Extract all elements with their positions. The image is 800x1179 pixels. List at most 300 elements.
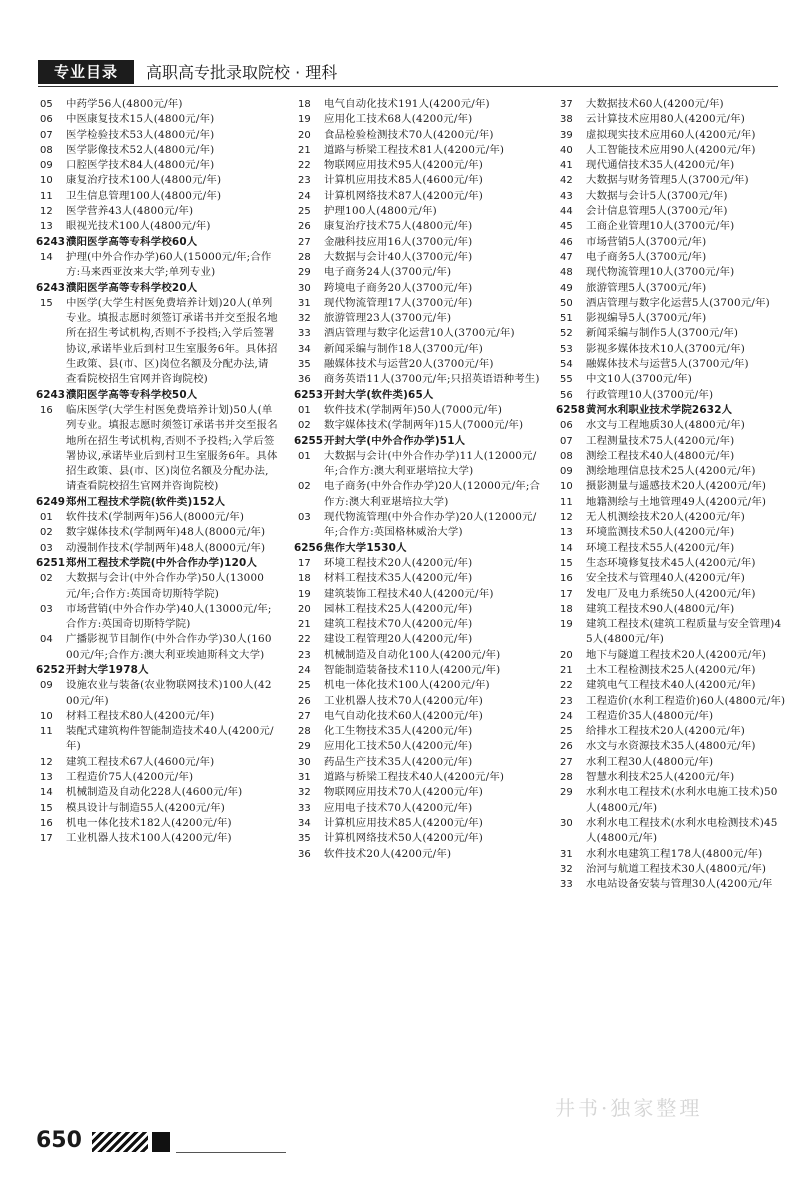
major-code: 16 bbox=[560, 573, 573, 585]
major-code: 13 bbox=[560, 527, 573, 539]
major-code: 15 bbox=[40, 297, 53, 309]
major-entry bbox=[556, 785, 788, 816]
footer-rule bbox=[176, 1152, 286, 1153]
major-code: 07 bbox=[560, 435, 573, 447]
major-entry bbox=[556, 97, 788, 112]
major-text: 融媒体技术与运营20人(3700元/年) bbox=[324, 358, 494, 371]
major-code: 19 bbox=[298, 588, 311, 600]
major-text: 眼视光技术100人(4800元/年) bbox=[66, 220, 211, 233]
major-code: 04 bbox=[40, 634, 53, 646]
major-code: 11 bbox=[40, 726, 53, 738]
major-code: 25 bbox=[560, 726, 573, 738]
major-text: 食品检验检测技术70人(4200元/年) bbox=[324, 128, 494, 141]
major-code: 27 bbox=[298, 236, 311, 248]
major-entry bbox=[556, 724, 788, 739]
major-text: 水利水电工程技术(水利水电检测技术)45人(4800元/年) bbox=[586, 816, 778, 845]
major-code: 15 bbox=[40, 802, 53, 814]
school-heading bbox=[294, 434, 542, 449]
major-entry bbox=[556, 541, 788, 556]
major-entry bbox=[556, 571, 788, 586]
major-entry bbox=[556, 326, 788, 341]
major-text: 融媒体技术与运营5人(3700元/年) bbox=[586, 358, 749, 371]
major-code: 12 bbox=[40, 756, 53, 768]
major-code: 27 bbox=[560, 756, 573, 768]
major-text: 水利工程30人(4800元/年) bbox=[586, 755, 714, 768]
major-text: 金融科技应用16人(3700元/年) bbox=[324, 235, 473, 248]
major-entry bbox=[294, 479, 542, 510]
major-text: 机电一体化技术182人(4200元/年) bbox=[66, 816, 232, 829]
major-entry bbox=[36, 143, 278, 158]
major-entry bbox=[36, 189, 278, 204]
major-entry bbox=[294, 801, 542, 816]
major-code: 32 bbox=[560, 863, 573, 875]
major-entry bbox=[556, 694, 788, 709]
major-code: 44 bbox=[560, 206, 573, 218]
major-entry bbox=[294, 296, 542, 311]
school-name: 开封大学(软件类)65人 bbox=[324, 388, 434, 401]
section-badge: 专业目录 bbox=[38, 60, 134, 84]
major-code: 29 bbox=[298, 741, 311, 753]
major-code: 22 bbox=[560, 680, 573, 692]
major-text: 测绘工程技术40人(4800元/年) bbox=[586, 449, 735, 462]
major-text: 环境工程技术20人(4200元/年) bbox=[324, 556, 473, 569]
major-entry bbox=[36, 112, 278, 127]
major-code: 05 bbox=[40, 99, 53, 110]
major-text: 工业机器人技术100人(4200元/年) bbox=[66, 832, 232, 845]
major-code: 48 bbox=[560, 267, 573, 279]
major-entry bbox=[556, 112, 788, 127]
major-entry bbox=[556, 296, 788, 311]
header-rule bbox=[38, 86, 778, 87]
major-entry bbox=[294, 724, 542, 739]
major-code: 53 bbox=[560, 343, 573, 355]
major-entry bbox=[294, 342, 542, 357]
major-entry bbox=[556, 556, 788, 571]
school-code: 6243 bbox=[36, 235, 65, 248]
major-text: 工商企业管理10人(3700元/年) bbox=[586, 220, 735, 233]
school-name: 开封大学1978人 bbox=[66, 663, 149, 676]
major-text: 商务英语11人(3700元/年;只招英语语种考生) bbox=[324, 373, 540, 386]
major-text: 材料工程技术35人(4200元/年) bbox=[324, 572, 473, 585]
major-code: 23 bbox=[560, 695, 573, 707]
major-text: 市场营销(中外合作办学)40人(13000元/年;合作方:英国奇切斯特学院) bbox=[66, 602, 272, 631]
major-entry bbox=[294, 617, 542, 632]
major-text: 生态环境修复技术45人(4200元/年) bbox=[586, 556, 756, 569]
school-name: 郑州工程技术学院(软件类)152人 bbox=[66, 495, 226, 508]
major-code: 27 bbox=[298, 710, 311, 722]
major-text: 建筑工程技术67人(4600元/年) bbox=[66, 755, 215, 768]
major-text: 电气自动化技术191人(4200元/年) bbox=[324, 98, 490, 110]
major-entry bbox=[36, 403, 278, 495]
page-number-bar bbox=[152, 1132, 170, 1152]
major-text: 计算机网络技术50人(4200元/年) bbox=[324, 832, 483, 845]
major-entry bbox=[36, 128, 278, 143]
major-entry bbox=[556, 617, 788, 648]
major-entry bbox=[556, 434, 788, 449]
major-entry bbox=[556, 311, 788, 326]
major-code: 35 bbox=[298, 833, 311, 845]
major-entry bbox=[294, 311, 542, 326]
major-entry bbox=[294, 219, 542, 234]
major-entry bbox=[556, 816, 788, 847]
major-code: 24 bbox=[298, 190, 311, 202]
major-code: 02 bbox=[298, 481, 311, 493]
major-entry bbox=[36, 219, 278, 234]
major-text: 物联网应用技术95人(4200元/年) bbox=[324, 159, 483, 172]
major-code: 10 bbox=[40, 710, 53, 722]
school-heading bbox=[36, 663, 278, 678]
major-code: 22 bbox=[298, 634, 311, 646]
major-code: 28 bbox=[560, 772, 573, 784]
major-text: 机械制造及自动化100人(4200元/年) bbox=[324, 648, 501, 661]
major-entry bbox=[36, 204, 278, 219]
school-code: 6252 bbox=[36, 663, 65, 676]
major-code: 06 bbox=[560, 420, 573, 432]
major-text: 发电厂及电力系统50人(4200元/年) bbox=[586, 587, 756, 600]
major-entry bbox=[294, 158, 542, 173]
major-entry bbox=[556, 357, 788, 372]
major-entry bbox=[556, 204, 788, 219]
major-entry bbox=[294, 587, 542, 602]
major-code: 02 bbox=[298, 420, 311, 432]
major-entry bbox=[556, 648, 788, 663]
column-3 bbox=[556, 97, 788, 1127]
major-entry bbox=[556, 479, 788, 494]
major-text: 医学营养43人(4800元/年) bbox=[66, 205, 194, 218]
major-text: 物联网应用技术70人(4200元/年) bbox=[324, 786, 483, 799]
major-code: 24 bbox=[560, 710, 573, 722]
major-entry bbox=[556, 877, 788, 892]
page-number-pattern bbox=[92, 1132, 148, 1152]
major-entry bbox=[294, 173, 542, 188]
major-entry bbox=[294, 235, 542, 250]
major-code: 07 bbox=[40, 129, 53, 141]
major-entry bbox=[556, 449, 788, 464]
major-code: 54 bbox=[560, 359, 573, 371]
major-entry bbox=[36, 97, 278, 112]
major-entry bbox=[294, 449, 542, 480]
major-code: 47 bbox=[560, 251, 573, 263]
major-code: 19 bbox=[298, 114, 311, 126]
major-code: 09 bbox=[560, 466, 573, 478]
major-text: 酒店管理与数字化运营10人(3700元/年) bbox=[324, 327, 515, 340]
major-text: 护理100人(4800元/年) bbox=[324, 205, 437, 218]
school-heading bbox=[294, 541, 542, 556]
major-code: 32 bbox=[298, 787, 311, 799]
major-code: 20 bbox=[298, 129, 311, 141]
major-code: 31 bbox=[298, 772, 311, 784]
major-entry bbox=[556, 372, 788, 387]
major-text: 大数据与会计5人(3700元/年) bbox=[586, 189, 728, 202]
major-entry bbox=[36, 571, 278, 602]
major-entry bbox=[556, 678, 788, 693]
major-text: 跨境电子商务20人(3700元/年) bbox=[324, 281, 473, 294]
major-code: 21 bbox=[560, 664, 573, 676]
school-heading bbox=[556, 403, 788, 418]
major-text: 应用化工技术68人(4200元/年) bbox=[324, 113, 473, 126]
major-text: 广播影视节目制作(中外合作办学)30人(16000元/年;合作方:澳大利亚埃迪斯科文大学) bbox=[66, 633, 272, 661]
major-entry bbox=[294, 694, 542, 709]
major-code: 33 bbox=[298, 328, 311, 340]
major-code: 26 bbox=[560, 741, 573, 753]
major-code: 42 bbox=[560, 175, 573, 187]
major-entry bbox=[36, 250, 278, 281]
school-code: 6258 bbox=[556, 403, 585, 416]
major-entry bbox=[294, 510, 542, 541]
major-text: 装配式建筑构件智能制造技术40人(4200元/年) bbox=[66, 725, 274, 753]
major-text: 建筑工程技术(建筑工程质量与安全管理)45人(4800元/年) bbox=[586, 618, 782, 646]
major-text: 行政管理10人(3700元/年) bbox=[586, 388, 714, 401]
major-text: 电子商务(中外合作办学)20人(12000元/年;合作方:澳大利亚堪培拉大学) bbox=[324, 480, 541, 508]
major-code: 03 bbox=[298, 512, 311, 524]
major-entry bbox=[36, 785, 278, 800]
major-entry bbox=[294, 403, 542, 418]
major-entry bbox=[556, 158, 788, 173]
major-text: 康复治疗技术75人(4800元/年) bbox=[324, 220, 473, 233]
major-text: 虚拟现实技术应用60人(4200元/年) bbox=[586, 128, 756, 141]
major-entry bbox=[294, 357, 542, 372]
major-entry bbox=[36, 724, 278, 755]
major-text: 设施农业与装备(农业物联网技术)100人(4200元/年) bbox=[66, 679, 272, 707]
major-entry bbox=[556, 663, 788, 678]
major-code: 12 bbox=[560, 512, 573, 524]
major-code: 22 bbox=[298, 160, 311, 172]
major-entry bbox=[556, 250, 788, 265]
major-text: 安全技术与管理40人(4200元/年) bbox=[586, 572, 745, 585]
major-code: 06 bbox=[40, 114, 53, 126]
major-text: 水电站设备安装与管理30人(4200元/年 bbox=[586, 878, 773, 891]
major-text: 影视编导5人(3700元/年) bbox=[586, 312, 707, 325]
major-text: 地籍测绘与土地管理49人(4200元/年) bbox=[586, 495, 767, 508]
major-entry bbox=[294, 97, 542, 112]
major-entry bbox=[36, 525, 278, 540]
major-code: 15 bbox=[560, 557, 573, 569]
major-code: 18 bbox=[560, 603, 573, 615]
major-entry bbox=[556, 388, 788, 403]
major-text: 计算机应用技术85人(4600元/年) bbox=[324, 174, 483, 187]
major-text: 数字媒体技术(学制两年)15人(7000元/年) bbox=[324, 419, 524, 432]
major-text: 机械制造及自动化228人(4600元/年) bbox=[66, 786, 243, 799]
major-entry bbox=[36, 801, 278, 816]
major-text: 大数据技术60人(4200元/年) bbox=[586, 98, 724, 110]
major-code: 03 bbox=[40, 542, 53, 554]
major-entry bbox=[36, 816, 278, 831]
major-text: 电子商务24人(3700元/年) bbox=[324, 266, 452, 279]
major-entry bbox=[36, 158, 278, 173]
major-entry bbox=[294, 128, 542, 143]
major-text: 新闻采编与制作18人(3700元/年) bbox=[324, 342, 483, 355]
major-code: 30 bbox=[298, 282, 311, 294]
major-code: 39 bbox=[560, 129, 573, 141]
major-code: 51 bbox=[560, 313, 573, 325]
major-entry bbox=[36, 632, 278, 663]
major-entry bbox=[556, 495, 788, 510]
major-code: 29 bbox=[560, 787, 573, 799]
major-entry bbox=[294, 571, 542, 586]
major-text: 中药学56人(4800元/年) bbox=[66, 98, 183, 110]
major-text: 新闻采编与制作5人(3700元/年) bbox=[586, 327, 739, 340]
major-code: 08 bbox=[560, 450, 573, 462]
major-entry bbox=[556, 770, 788, 785]
school-code: 6249 bbox=[36, 495, 65, 508]
major-code: 23 bbox=[298, 649, 311, 661]
major-entry bbox=[36, 602, 278, 633]
major-code: 41 bbox=[560, 160, 573, 172]
major-entry bbox=[36, 755, 278, 770]
major-entry bbox=[294, 755, 542, 770]
major-text: 软件技术20人(4200元/年) bbox=[324, 847, 452, 860]
major-entry bbox=[556, 281, 788, 296]
major-text: 地下与隧道工程技术20人(4200元/年) bbox=[586, 648, 767, 661]
page-footer bbox=[0, 1126, 800, 1166]
major-text: 测绘地理信息技术25人(4200元/年) bbox=[586, 465, 756, 478]
school-name: 开封大学(中外合作办学)51人 bbox=[324, 434, 466, 447]
school-heading bbox=[36, 235, 278, 250]
school-name: 濮阳医学高等专科学校60人 bbox=[66, 235, 198, 248]
major-code: 52 bbox=[560, 328, 573, 340]
major-entry bbox=[556, 342, 788, 357]
major-entry bbox=[294, 372, 542, 387]
major-text: 云计算技术应用80人(4200元/年) bbox=[586, 113, 745, 126]
major-code: 28 bbox=[298, 726, 311, 738]
major-entry bbox=[294, 204, 542, 219]
page-header bbox=[0, 58, 800, 88]
major-text: 摄影测量与遥感技术20人(4200元/年) bbox=[586, 480, 767, 493]
major-entry bbox=[294, 281, 542, 296]
major-code: 13 bbox=[40, 221, 53, 233]
major-text: 模具设计与制造55人(4200元/年) bbox=[66, 801, 225, 814]
major-entry bbox=[36, 831, 278, 846]
major-text: 计算机网络技术87人(4200元/年) bbox=[324, 189, 483, 202]
major-entry bbox=[294, 143, 542, 158]
major-text: 无人机测绘技术20人(4200元/年) bbox=[586, 511, 745, 524]
major-entry bbox=[294, 556, 542, 571]
major-text: 大数据与会计(中外合作办学)50人(13000元/年;合作方:英国奇切斯特学院) bbox=[66, 572, 265, 600]
major-code: 19 bbox=[560, 619, 573, 631]
major-code: 49 bbox=[560, 282, 573, 294]
major-entry bbox=[556, 602, 788, 617]
major-code: 20 bbox=[560, 649, 573, 661]
column-1 bbox=[36, 97, 278, 1127]
major-text: 工业机器人技术70人(4200元/年) bbox=[324, 694, 483, 707]
major-entry bbox=[294, 112, 542, 127]
major-code: 50 bbox=[560, 297, 573, 309]
major-code: 16 bbox=[40, 404, 53, 416]
major-code: 16 bbox=[40, 817, 53, 829]
school-heading bbox=[36, 388, 278, 403]
major-code: 09 bbox=[40, 680, 53, 692]
major-entry bbox=[556, 709, 788, 724]
major-text: 工程造价75人(4200元/年) bbox=[66, 771, 194, 784]
major-text: 中医康复技术15人(4800元/年) bbox=[66, 113, 215, 126]
column-2 bbox=[294, 97, 542, 1127]
major-code: 03 bbox=[40, 603, 53, 615]
major-code: 18 bbox=[298, 99, 311, 110]
major-text: 道路与桥梁工程技术81人(4200元/年) bbox=[324, 143, 505, 156]
major-entry bbox=[556, 189, 788, 204]
major-text: 道路与桥梁工程技术40人(4200元/年) bbox=[324, 771, 505, 784]
major-text: 材料工程技术80人(4200元/年) bbox=[66, 709, 215, 722]
major-text: 人工智能技术应用90人(4200元/年) bbox=[586, 143, 756, 156]
major-code: 56 bbox=[560, 389, 573, 401]
major-code: 31 bbox=[560, 848, 573, 860]
major-code: 33 bbox=[560, 879, 573, 891]
school-code: 6243 bbox=[36, 281, 65, 294]
major-text: 旅游管理5人(3700元/年) bbox=[586, 281, 707, 294]
major-entry bbox=[556, 128, 788, 143]
school-code: 6243 bbox=[36, 388, 65, 401]
major-text: 工程测量技术75人(4200元/年) bbox=[586, 434, 735, 447]
major-code: 38 bbox=[560, 114, 573, 126]
major-text: 建筑工程技术90人(4800元/年) bbox=[586, 602, 735, 615]
major-code: 12 bbox=[40, 206, 53, 218]
watermark: 井书·独家整理 bbox=[555, 1096, 703, 1120]
school-heading bbox=[294, 388, 542, 403]
major-code: 34 bbox=[298, 343, 311, 355]
school-name: 黄河水利职业技术学院2632人 bbox=[586, 403, 733, 416]
major-text: 动漫制作技术(学制两年)48人(8000元/年) bbox=[66, 541, 266, 554]
major-code: 35 bbox=[298, 359, 311, 371]
major-text: 软件技术(学制两年)50人(7000元/年) bbox=[324, 403, 503, 416]
major-text: 电气自动化技术60人(4200元/年) bbox=[324, 709, 483, 722]
major-code: 40 bbox=[560, 144, 573, 156]
major-code: 23 bbox=[298, 175, 311, 187]
major-code: 17 bbox=[298, 557, 311, 569]
major-entry bbox=[294, 847, 542, 862]
major-entry bbox=[294, 663, 542, 678]
major-text: 医学检验技术53人(4800元/年) bbox=[66, 128, 215, 141]
major-text: 大数据与会计40人(3700元/年) bbox=[324, 250, 473, 263]
major-entry bbox=[36, 510, 278, 525]
major-code: 24 bbox=[298, 664, 311, 676]
major-text: 酒店管理与数字化运营5人(3700元/年) bbox=[586, 296, 770, 309]
major-entry bbox=[556, 265, 788, 280]
major-entry bbox=[36, 709, 278, 724]
major-code: 17 bbox=[40, 833, 53, 845]
school-name: 濮阳医学高等专科学校20人 bbox=[66, 281, 198, 294]
major-text: 水利水电建筑工程178人(4800元/年) bbox=[586, 847, 763, 860]
major-code: 21 bbox=[298, 144, 311, 156]
major-entry bbox=[36, 173, 278, 188]
major-code: 01 bbox=[298, 450, 311, 462]
major-code: 36 bbox=[298, 374, 311, 386]
major-text: 建设工程管理20人(4200元/年) bbox=[324, 633, 473, 646]
major-text: 现代物流管理17人(3700元/年) bbox=[324, 296, 473, 309]
major-text: 计算机应用技术85人(4200元/年) bbox=[324, 816, 483, 829]
major-entry bbox=[294, 816, 542, 831]
major-entry bbox=[556, 755, 788, 770]
school-heading bbox=[36, 281, 278, 296]
major-code: 08 bbox=[40, 144, 53, 156]
major-entry bbox=[36, 770, 278, 785]
school-code: 6251 bbox=[36, 556, 65, 569]
major-code: 01 bbox=[298, 404, 311, 416]
major-entry bbox=[556, 510, 788, 525]
major-code: 25 bbox=[298, 206, 311, 218]
school-code: 6253 bbox=[294, 388, 323, 401]
major-text: 环境工程技术55人(4200元/年) bbox=[586, 541, 735, 554]
major-code: 46 bbox=[560, 236, 573, 248]
major-code: 10 bbox=[560, 481, 573, 493]
major-text: 现代通信技术35人(4200元/年) bbox=[586, 159, 735, 172]
major-entry bbox=[556, 847, 788, 862]
major-entry bbox=[36, 541, 278, 556]
major-entry bbox=[36, 296, 278, 388]
major-code: 14 bbox=[40, 787, 53, 799]
page-title: 高职高专批录取院校 · 理科 bbox=[146, 63, 338, 82]
major-text: 工程造价35人(4800元/年) bbox=[586, 709, 714, 722]
major-code: 29 bbox=[298, 267, 311, 279]
